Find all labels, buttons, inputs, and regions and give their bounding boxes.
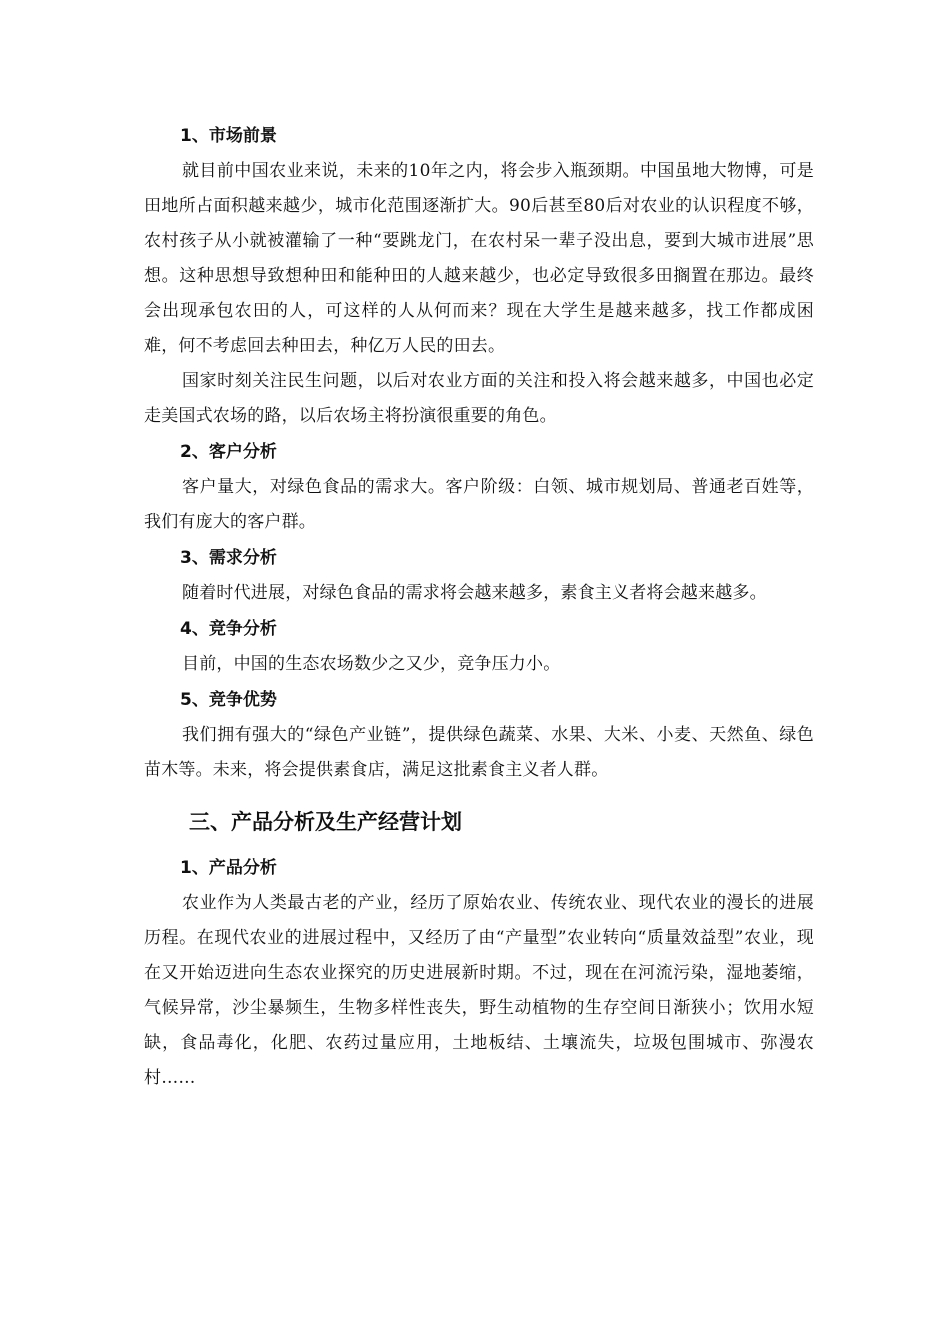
competition-analysis-heading: 4、竞争分析 <box>180 619 277 639</box>
market-outlook-paragraph-1: 就目前中国农业来说，未来的10年之内，将会步入瓶颈期。中国虽地大物博，可是田地所占面积越来越少，城市化范围逐渐扩大。90后甚至80后对农业的认识程度不够，农村孩子从小就被灌输了一种“要跳龙门，在农村呆一辈子没出息，要到大城市进展”思想。这种思想导致想种田和能种田的人越来越少，也必定导致很多田搁置在那边。最终会出现承包农田的人，可这样的人从何而来？现在大学生是越来越多，找工作都成困难，何不考虑回去种田去，种亿万人民的田去。 <box>144 161 814 356</box>
market-outlook-paragraph-2: 国家时刻关注民生问题，以后对农业方面的关注和投入将会越来越多，中国也必定走美国式农场的路，以后农场主将扮演很重要的角色。 <box>144 371 814 426</box>
demand-analysis-paragraph: 随着时代进展，对绿色食品的需求将会越来越多，素食主义者将会越来越多。 <box>182 583 767 603</box>
competitive-advantage-paragraph: 我们拥有强大的“绿色产业链”，提供绿色蔬菜、水果、大米、小麦、天然鱼、绿色苗木等。未来，将会提供素食店，满足这批素食主义者人群。 <box>144 725 814 780</box>
product-analysis-paragraph: 农业作为人类最古老的产业，经历了原始农业、传统农业、现代农业的漫长的进展历程。在现代农业的进展过程中，又经历了由“产量型”农业转向“质量效益型”农业，现在又开始迈进向生态农业探究的历史进展新时期。不过，现在在河流污染，湿地萎缩，气候异常，沙尘暴频生，生物多样性丧失，野生动植物的生存空间日渐狭小；饮用水短缺，食品毒化，化肥、农药过量应用，土地板结、土壤流失，垃圾包围城市、弥漫农村…… <box>144 893 814 1088</box>
customer-analysis-heading: 2、客户分析 <box>180 442 277 462</box>
section-three-title: 三、产品分析及生产经营计划 <box>189 810 462 834</box>
document-body <box>144 118 814 1096</box>
competition-analysis-paragraph: 目前，中国的生态农场数少之又少，竞争压力小。 <box>182 654 561 674</box>
product-analysis-heading: 1、产品分析 <box>180 858 277 878</box>
demand-analysis-heading: 3、需求分析 <box>180 548 277 568</box>
customer-analysis-paragraph: 客户量大，对绿色食品的需求大。客户阶级：白领、城市规划局、普通老百姓等，我们有庞大的客户群。 <box>144 477 814 532</box>
competitive-advantage-heading: 5、竞争优势 <box>180 690 277 710</box>
market-outlook-heading: 1、市场前景 <box>180 126 277 146</box>
